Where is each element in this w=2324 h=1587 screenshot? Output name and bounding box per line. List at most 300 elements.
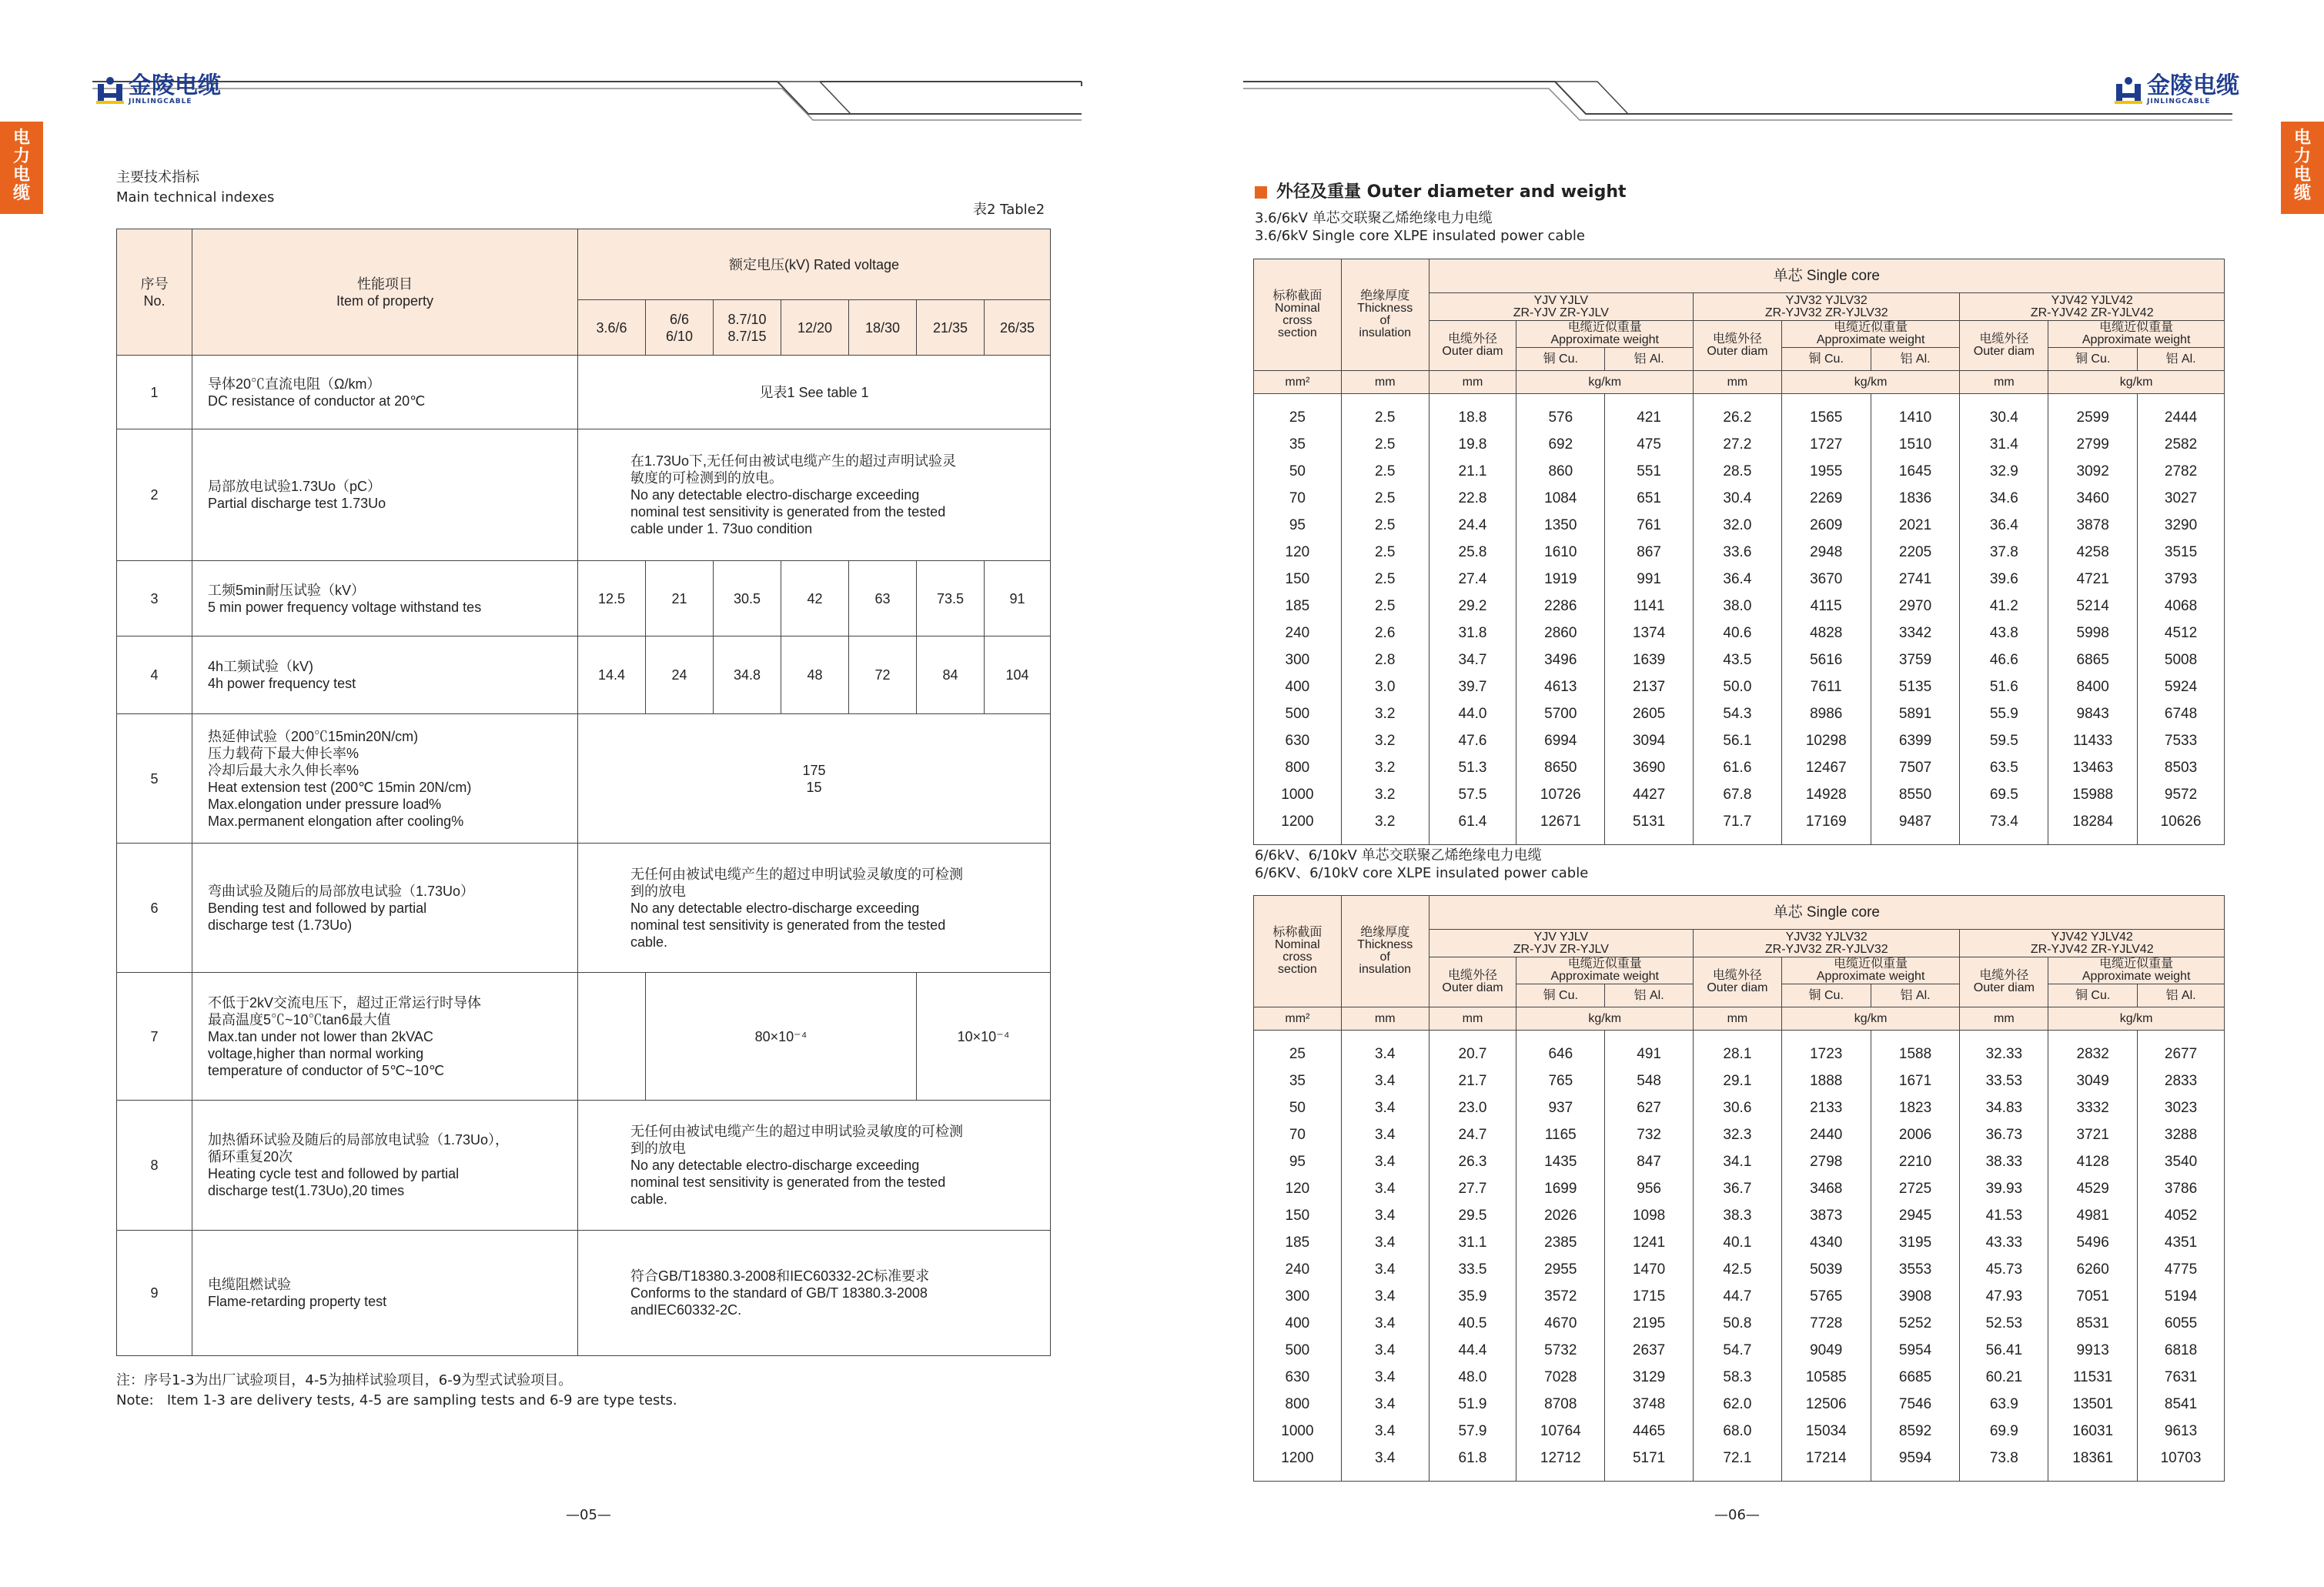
data-cell: 1565: [1781, 405, 1871, 432]
table2-title-en: 6/6KV、6/10kV core XLPE insulated power cable: [1255, 865, 1589, 881]
data-cell: 2440: [1781, 1122, 1871, 1149]
data-cell: 40.5: [1429, 1311, 1516, 1338]
data-cell: 2133: [1781, 1095, 1871, 1122]
header-model-group: YJV YJLV ZR-YJV ZR-YJLV: [1429, 293, 1693, 321]
voltage-col: 8.7/10 8.7/15: [714, 300, 781, 356]
table-row: [1254, 620, 2225, 647]
unit-cell: mm: [1429, 1007, 1516, 1031]
table-row: [1254, 647, 2225, 674]
header-model-group: YJV42 YJLV42 ZR-YJV42 ZR-YJLV42: [1960, 293, 2225, 321]
table-row: [1254, 405, 2225, 432]
data-cell: 3.4: [1341, 1203, 1429, 1230]
data-cell: 2582: [2138, 432, 2225, 459]
data-cell: 1610: [1516, 540, 1605, 566]
data-cell: 3759: [1871, 647, 1960, 674]
side-tab-left: 电 力 电 缆: [0, 122, 43, 214]
table-row: [1254, 674, 2225, 701]
data-cell: 22.8: [1429, 486, 1516, 513]
data-cell: 3342: [1871, 620, 1960, 647]
data-cell: 52.53: [1960, 1311, 2048, 1338]
table-row: [1254, 1257, 2225, 1284]
table-row: [1254, 432, 2225, 459]
data-cell: 5252: [1871, 1311, 1960, 1338]
header-approx-weight: 电缆近似重量 Approximate weight: [1516, 957, 1694, 984]
data-cell: 1699: [1516, 1176, 1605, 1203]
data-cell: 3332: [2048, 1095, 2138, 1122]
data-cell: 8400: [2048, 674, 2138, 701]
data-cell: 6865: [2048, 647, 2138, 674]
data-cell: 8541: [2138, 1392, 2225, 1418]
side-tab-right: 电 力 电 缆: [2281, 122, 2324, 214]
data-cell: 1888: [1781, 1068, 1871, 1095]
data-cell: 3.4: [1341, 1095, 1429, 1122]
table-row: [1254, 728, 2225, 755]
data-cell: 300: [1254, 1284, 1342, 1311]
data-cell: 6994: [1516, 728, 1605, 755]
data-cell: 18284: [2048, 809, 2138, 836]
data-cell: 3023: [2138, 1095, 2225, 1122]
data-cell: 29.5: [1429, 1203, 1516, 1230]
data-cell: 36.73: [1960, 1122, 2048, 1149]
table-row: [1254, 1365, 2225, 1392]
brand-mark-icon: [95, 75, 125, 105]
data-cell: 3540: [2138, 1149, 2225, 1176]
data-cell: 21.1: [1429, 459, 1516, 486]
data-cell: 1671: [1871, 1068, 1960, 1095]
unit-cell: mm: [1429, 371, 1516, 394]
data-cell: 1723: [1781, 1041, 1871, 1068]
header-nominal: 标称截面 Nominal cross section: [1254, 259, 1342, 371]
data-cell: 46.6: [1960, 647, 2048, 674]
header-thickness: 绝缘厚度 Thickness of insulation: [1341, 896, 1429, 1007]
data-cell: 8986: [1781, 701, 1871, 728]
data-cell: 400: [1254, 1311, 1342, 1338]
data-cell: 3793: [2138, 566, 2225, 593]
data-cell: 2782: [2138, 459, 2225, 486]
unit-cell: mm: [1960, 371, 2048, 394]
data-cell: 38.0: [1694, 593, 1782, 620]
data-cell: 18361: [2048, 1445, 2138, 1472]
table-row: [1254, 1445, 2225, 1472]
data-cell: 3.4: [1341, 1068, 1429, 1095]
header-al: 铝 Al.: [2138, 348, 2225, 371]
header-outer-diam: 电缆外径 Outer diam: [1429, 957, 1516, 1007]
data-cell: 54.3: [1694, 701, 1782, 728]
data-cell: 2006: [1871, 1122, 1960, 1149]
data-cell: 8708: [1516, 1392, 1605, 1418]
data-cell: 70: [1254, 486, 1342, 513]
header-al: 铝 Al.: [2138, 984, 2225, 1007]
data-cell: 43.8: [1960, 620, 2048, 647]
section-square-icon: [1255, 186, 1267, 199]
data-cell: 95: [1254, 1149, 1342, 1176]
data-cell: 185: [1254, 593, 1342, 620]
data-cell: 2677: [2138, 1041, 2225, 1068]
table-row: 6 弯曲试验及随后的局部放电试验（1.73Uo） Bending test and followed by partial discharge test (1.73Uo) 无任何由被试电缆产生的超过申明试验灵敏度的可检测 到的放电 No any detectable electro-discharge exceeding nominal test sensitivity is generated from the tested cable.: [117, 844, 1051, 973]
brand-name: 金陵电缆: [2147, 72, 2239, 99]
data-cell: 9487: [1871, 809, 1960, 836]
table-row: 3 工频5min耐压试验（kV） 5 min power frequency voltage withstand tes 12.5 21 30.5 42 63 73.5 91: [117, 561, 1051, 636]
data-cell: 1374: [1605, 620, 1694, 647]
data-cell: 6260: [2048, 1257, 2138, 1284]
data-cell: 15988: [2048, 782, 2138, 809]
data-cell: 95: [1254, 513, 1342, 540]
data-cell: 1470: [1605, 1257, 1694, 1284]
table-row: 8 加热循环试验及随后的局部放电试验（1.73Uo）， 循环重复20次 Heating cycle test and followed by partial discharge test(1.73Uo),20 times 无任何由被试电缆产生的超过申明试验灵敏度的可检测 到的放电 No any detectable electro-discharge exceeding nominal test sensitivity is generated from the tested cable.: [117, 1101, 1051, 1231]
data-cell: 2.5: [1341, 513, 1429, 540]
table-row: [1254, 1041, 2225, 1068]
data-cell: 71.7: [1694, 809, 1782, 836]
data-cell: 8531: [2048, 1311, 2138, 1338]
data-cell: 30.6: [1694, 1095, 1782, 1122]
voltage-col: 18/30: [849, 300, 917, 356]
header-cu: 铜 Cu.: [1781, 348, 1871, 371]
data-cell: 1955: [1781, 459, 1871, 486]
table-row: [1254, 459, 2225, 486]
data-cell: 3.2: [1341, 782, 1429, 809]
data-cell: 2955: [1516, 1257, 1605, 1284]
data-cell: 40.1: [1694, 1230, 1782, 1257]
table-row: 9 电缆阻燃试验 Flame-retarding property test 符合GB/T18380.3-2008和IEC60332-2C标准要求 Conforms to the standard of GB/T 18380.3-2008 andIEC60332-2C.: [117, 1231, 1051, 1356]
header-al: 铝 Al.: [1605, 984, 1694, 1007]
data-cell: 11433: [2048, 728, 2138, 755]
data-cell: 36.4: [1694, 566, 1782, 593]
data-cell: 2195: [1605, 1311, 1694, 1338]
data-cell: 3496: [1516, 647, 1605, 674]
data-cell: 576: [1516, 405, 1605, 432]
technical-indexes-table: [116, 229, 1051, 1356]
table-row: [1254, 486, 2225, 513]
header-model-group: YJV42 YJLV42 ZR-YJV42 ZR-YJLV42: [1960, 930, 2225, 957]
data-cell: 2385: [1516, 1230, 1605, 1257]
data-cell: 4512: [2138, 620, 2225, 647]
note-cn: 注：序号1-3为出厂试验项目，4-5为抽样试验项目，6-9为型式试验项目。: [116, 1372, 573, 1388]
data-cell: 3.4: [1341, 1392, 1429, 1418]
data-cell: 500: [1254, 701, 1342, 728]
data-cell: 7028: [1516, 1365, 1605, 1392]
data-cell: 847: [1605, 1149, 1694, 1176]
data-cell: 44.7: [1694, 1284, 1782, 1311]
data-cell: 5924: [2138, 674, 2225, 701]
data-cell: 25: [1254, 405, 1342, 432]
data-cell: 35: [1254, 1068, 1342, 1095]
data-cell: 31.8: [1429, 620, 1516, 647]
data-cell: 1823: [1871, 1095, 1960, 1122]
data-cell: 5700: [1516, 701, 1605, 728]
data-cell: 5732: [1516, 1338, 1605, 1365]
data-cell: 23.0: [1429, 1095, 1516, 1122]
data-cell: 35: [1254, 432, 1342, 459]
data-cell: 17214: [1781, 1445, 1871, 1472]
header-outer-diam: 电缆外径 Outer diam: [1429, 321, 1516, 371]
data-cell: 2799: [2048, 432, 2138, 459]
data-cell: 26.3: [1429, 1149, 1516, 1176]
data-cell: 761: [1605, 513, 1694, 540]
data-cell: 39.7: [1429, 674, 1516, 701]
data-cell: 3.4: [1341, 1311, 1429, 1338]
header-cu: 铜 Cu.: [2048, 348, 2138, 371]
data-cell: 240: [1254, 620, 1342, 647]
data-cell: 2021: [1871, 513, 1960, 540]
data-cell: 3.4: [1341, 1230, 1429, 1257]
data-cell: 692: [1516, 432, 1605, 459]
table-row: [1254, 782, 2225, 809]
unit-cell: mm: [1694, 1007, 1782, 1031]
data-cell: 32.33: [1960, 1041, 2048, 1068]
data-cell: 10703: [2138, 1445, 2225, 1472]
data-cell: 732: [1605, 1122, 1694, 1149]
data-cell: 30.4: [1960, 405, 2048, 432]
data-cell: 3.0: [1341, 674, 1429, 701]
data-cell: 10726: [1516, 782, 1605, 809]
data-cell: 36.4: [1960, 513, 2048, 540]
data-cell: 57.9: [1429, 1418, 1516, 1445]
data-cell: 56.41: [1960, 1338, 2048, 1365]
table-row: 7 不低于2kV交流电压下，超过正常运行时导体 最高温度5℃~10℃tan6最大值 Max.tan under not lower than 2kVAC voltage,higher than normal working temperature of conductor of 5℃~10℃ 80×10⁻⁴ 10×10⁻⁴: [117, 973, 1051, 1101]
data-cell: 28.5: [1694, 459, 1782, 486]
data-cell: 1727: [1781, 432, 1871, 459]
data-cell: 1510: [1871, 432, 1960, 459]
table-row: 4 4h工频试验（kV) 4h power frequency test 14.4 24 34.8 48 72 84 104: [117, 636, 1051, 714]
data-cell: 18.8: [1429, 405, 1516, 432]
data-cell: 2137: [1605, 674, 1694, 701]
data-cell: 3.4: [1341, 1122, 1429, 1149]
data-cell: 34.1: [1694, 1149, 1782, 1176]
data-cell: 24.7: [1429, 1122, 1516, 1149]
data-cell: 2.5: [1341, 459, 1429, 486]
table-row: [1254, 1230, 2225, 1257]
data-cell: 70: [1254, 1122, 1342, 1149]
data-cell: 3748: [1605, 1392, 1694, 1418]
data-cell: 27.2: [1694, 432, 1782, 459]
data-cell: 630: [1254, 1365, 1342, 1392]
data-cell: 2286: [1516, 593, 1605, 620]
table-row: [1254, 1311, 2225, 1338]
left-heading-cn: 主要技术指标: [116, 169, 199, 185]
data-cell: 3460: [2048, 486, 2138, 513]
data-cell: 7533: [2138, 728, 2225, 755]
data-cell: 1000: [1254, 1418, 1342, 1445]
data-cell: 2945: [1871, 1203, 1960, 1230]
data-cell: 7631: [2138, 1365, 2225, 1392]
data-cell: 2.5: [1341, 566, 1429, 593]
data-cell: 61.6: [1694, 755, 1782, 782]
header-single-core: 单芯 Single core: [1429, 896, 2224, 930]
voltage-col: 6/6 6/10: [646, 300, 714, 356]
data-cell: 1836: [1871, 486, 1960, 513]
unit-cell: mm: [1341, 371, 1429, 394]
table-row: 5 热延伸试验（200℃15min20N/cm) 压力载荷下最大伸长率% 冷却后最大永久伸长率% Heat extension test (200℃ 15min 20N/cm) Max.elongation under pressure load% Max.permanent elongation after cooling% 175 15: [117, 714, 1051, 844]
data-cell: 651: [1605, 486, 1694, 513]
data-cell: 9594: [1871, 1445, 1960, 1472]
table-label: 表2 Table2: [973, 202, 1045, 218]
header-approx-weight: 电缆近似重量 Approximate weight: [1781, 321, 1960, 348]
data-cell: 3572: [1516, 1284, 1605, 1311]
data-cell: 860: [1516, 459, 1605, 486]
data-cell: 3.4: [1341, 1338, 1429, 1365]
data-cell: 10626: [2138, 809, 2225, 836]
data-cell: 7507: [1871, 755, 1960, 782]
header-approx-weight: 电缆近似重量 Approximate weight: [1516, 321, 1694, 348]
data-cell: 10764: [1516, 1418, 1605, 1445]
data-cell: 4981: [2048, 1203, 2138, 1230]
data-cell: 150: [1254, 566, 1342, 593]
data-cell: 646: [1516, 1041, 1605, 1068]
data-cell: 34.6: [1960, 486, 2048, 513]
data-cell: 4115: [1781, 593, 1871, 620]
data-cell: 3049: [2048, 1068, 2138, 1095]
data-cell: 5194: [2138, 1284, 2225, 1311]
data-cell: 1098: [1605, 1203, 1694, 1230]
data-cell: 3.2: [1341, 728, 1429, 755]
data-cell: 73.4: [1960, 809, 2048, 836]
unit-cell: mm²: [1254, 371, 1342, 394]
data-cell: 3094: [1605, 728, 1694, 755]
data-cell: 3878: [2048, 513, 2138, 540]
data-cell: 51.3: [1429, 755, 1516, 782]
data-cell: 300: [1254, 647, 1342, 674]
data-cell: 57.5: [1429, 782, 1516, 809]
data-cell: 120: [1254, 540, 1342, 566]
data-cell: 12467: [1781, 755, 1871, 782]
table-row: [1254, 1203, 2225, 1230]
data-cell: 61.8: [1429, 1445, 1516, 1472]
data-cell: 2.5: [1341, 405, 1429, 432]
data-cell: 185: [1254, 1230, 1342, 1257]
data-cell: 37.8: [1960, 540, 2048, 566]
data-cell: 6399: [1871, 728, 1960, 755]
table-row: [1254, 1284, 2225, 1311]
data-cell: 3515: [2138, 540, 2225, 566]
data-cell: 32.3: [1694, 1122, 1782, 1149]
data-cell: 47.93: [1960, 1284, 2048, 1311]
data-cell: 33.6: [1694, 540, 1782, 566]
section-title: 外径及重量 Outer diameter and weight: [1255, 179, 1627, 202]
data-cell: 69.5: [1960, 782, 2048, 809]
table2-title-cn: 6/6kV、6/10kV 单芯交联聚乙烯绝缘电力电缆: [1255, 847, 1542, 864]
data-cell: 21.7: [1429, 1068, 1516, 1095]
data-cell: 48.0: [1429, 1365, 1516, 1392]
data-cell: 9613: [2138, 1418, 2225, 1445]
data-cell: 500: [1254, 1338, 1342, 1365]
data-cell: 4828: [1781, 620, 1871, 647]
data-cell: 1435: [1516, 1149, 1605, 1176]
header-al: 铝 Al.: [1605, 348, 1694, 371]
data-cell: 63.9: [1960, 1392, 2048, 1418]
header-al: 铝 Al.: [1871, 984, 1960, 1007]
header-model-group: YJV32 YJLV32 ZR-YJV32 ZR-YJLV32: [1694, 930, 1960, 957]
data-cell: 9843: [2048, 701, 2138, 728]
data-cell: 14928: [1781, 782, 1871, 809]
data-cell: 8503: [2138, 755, 2225, 782]
data-cell: 44.0: [1429, 701, 1516, 728]
data-cell: 38.33: [1960, 1149, 2048, 1176]
header-cu: 铜 Cu.: [1781, 984, 1871, 1007]
voltage-col: 21/35: [917, 300, 985, 356]
data-cell: 2833: [2138, 1068, 2225, 1095]
data-cell: 2948: [1781, 540, 1871, 566]
table-row: [1254, 1095, 2225, 1122]
data-cell: 1165: [1516, 1122, 1605, 1149]
data-cell: 34.7: [1429, 647, 1516, 674]
data-cell: 5954: [1871, 1338, 1960, 1365]
data-cell: 40.6: [1694, 620, 1782, 647]
header-lines: [0, 0, 2324, 131]
data-cell: 1000: [1254, 782, 1342, 809]
data-cell: 24.4: [1429, 513, 1516, 540]
data-cell: 8650: [1516, 755, 1605, 782]
data-cell: 3.2: [1341, 755, 1429, 782]
header-outer-diam: 电缆外径 Outer diam: [1960, 957, 2048, 1007]
data-cell: 50: [1254, 1095, 1342, 1122]
data-cell: 3553: [1871, 1257, 1960, 1284]
data-cell: 8550: [1871, 782, 1960, 809]
data-cell: 4465: [1605, 1418, 1694, 1445]
data-cell: 25.8: [1429, 540, 1516, 566]
data-cell: 2.6: [1341, 620, 1429, 647]
data-cell: 3.4: [1341, 1257, 1429, 1284]
table-row: [1254, 593, 2225, 620]
table-row: 2 局部放电试验1.73Uo（pC） Partial discharge test 1.73Uo 在1.73Uo下,无任何由被试电缆产生的超过声明试验灵 敏度的可检测到的放电。 No any detectable electro-discharge exceeding nominal test sensitivity is generated from the tested cable under 1. 73uo condition: [117, 429, 1051, 561]
unit-cell: kg/km: [2048, 1007, 2225, 1031]
data-cell: 50.0: [1694, 674, 1782, 701]
data-cell: 41.2: [1960, 593, 2048, 620]
data-cell: 45.73: [1960, 1257, 2048, 1284]
unit-cell: kg/km: [1781, 371, 1960, 394]
data-cell: 63.5: [1960, 755, 2048, 782]
header-item: 性能项目 Item of property: [192, 229, 578, 356]
brand-sub: JINLINGCABLE: [2147, 98, 2211, 105]
data-cell: 27.4: [1429, 566, 1516, 593]
data-cell: 55.9: [1960, 701, 2048, 728]
data-cell: 1919: [1516, 566, 1605, 593]
data-cell: 10298: [1781, 728, 1871, 755]
data-cell: 1645: [1871, 459, 1960, 486]
unit-cell: mm: [1341, 1007, 1429, 1031]
data-cell: 3.2: [1341, 701, 1429, 728]
data-cell: 30.4: [1694, 486, 1782, 513]
data-cell: 67.8: [1694, 782, 1782, 809]
data-cell: 2.5: [1341, 432, 1429, 459]
brand-logo-left: [95, 72, 221, 105]
data-cell: 3.4: [1341, 1365, 1429, 1392]
data-cell: 150: [1254, 1203, 1342, 1230]
data-cell: 27.7: [1429, 1176, 1516, 1203]
data-cell: 3.4: [1341, 1041, 1429, 1068]
brand-logo-right: [2113, 72, 2239, 105]
data-cell: 50: [1254, 459, 1342, 486]
data-cell: 3468: [1781, 1176, 1871, 1203]
data-cell: 1241: [1605, 1230, 1694, 1257]
data-cell: 627: [1605, 1095, 1694, 1122]
data-cell: 34.83: [1960, 1095, 2048, 1122]
data-cell: 800: [1254, 755, 1342, 782]
data-cell: 73.8: [1960, 1445, 2048, 1472]
data-cell: 3.4: [1341, 1176, 1429, 1203]
table-row: [1254, 1122, 2225, 1149]
data-cell: 6748: [2138, 701, 2225, 728]
data-cell: 3721: [2048, 1122, 2138, 1149]
unit-cell: mm: [1960, 1007, 2048, 1031]
header-single-core: 单芯 Single core: [1429, 259, 2224, 293]
data-cell: 5765: [1781, 1284, 1871, 1311]
header-outer-diam: 电缆外径 Outer diam: [1694, 957, 1782, 1007]
data-cell: 43.5: [1694, 647, 1782, 674]
data-cell: 3.2: [1341, 809, 1429, 836]
data-cell: 12671: [1516, 809, 1605, 836]
data-cell: 2637: [1605, 1338, 1694, 1365]
data-cell: 60.21: [1960, 1365, 2048, 1392]
